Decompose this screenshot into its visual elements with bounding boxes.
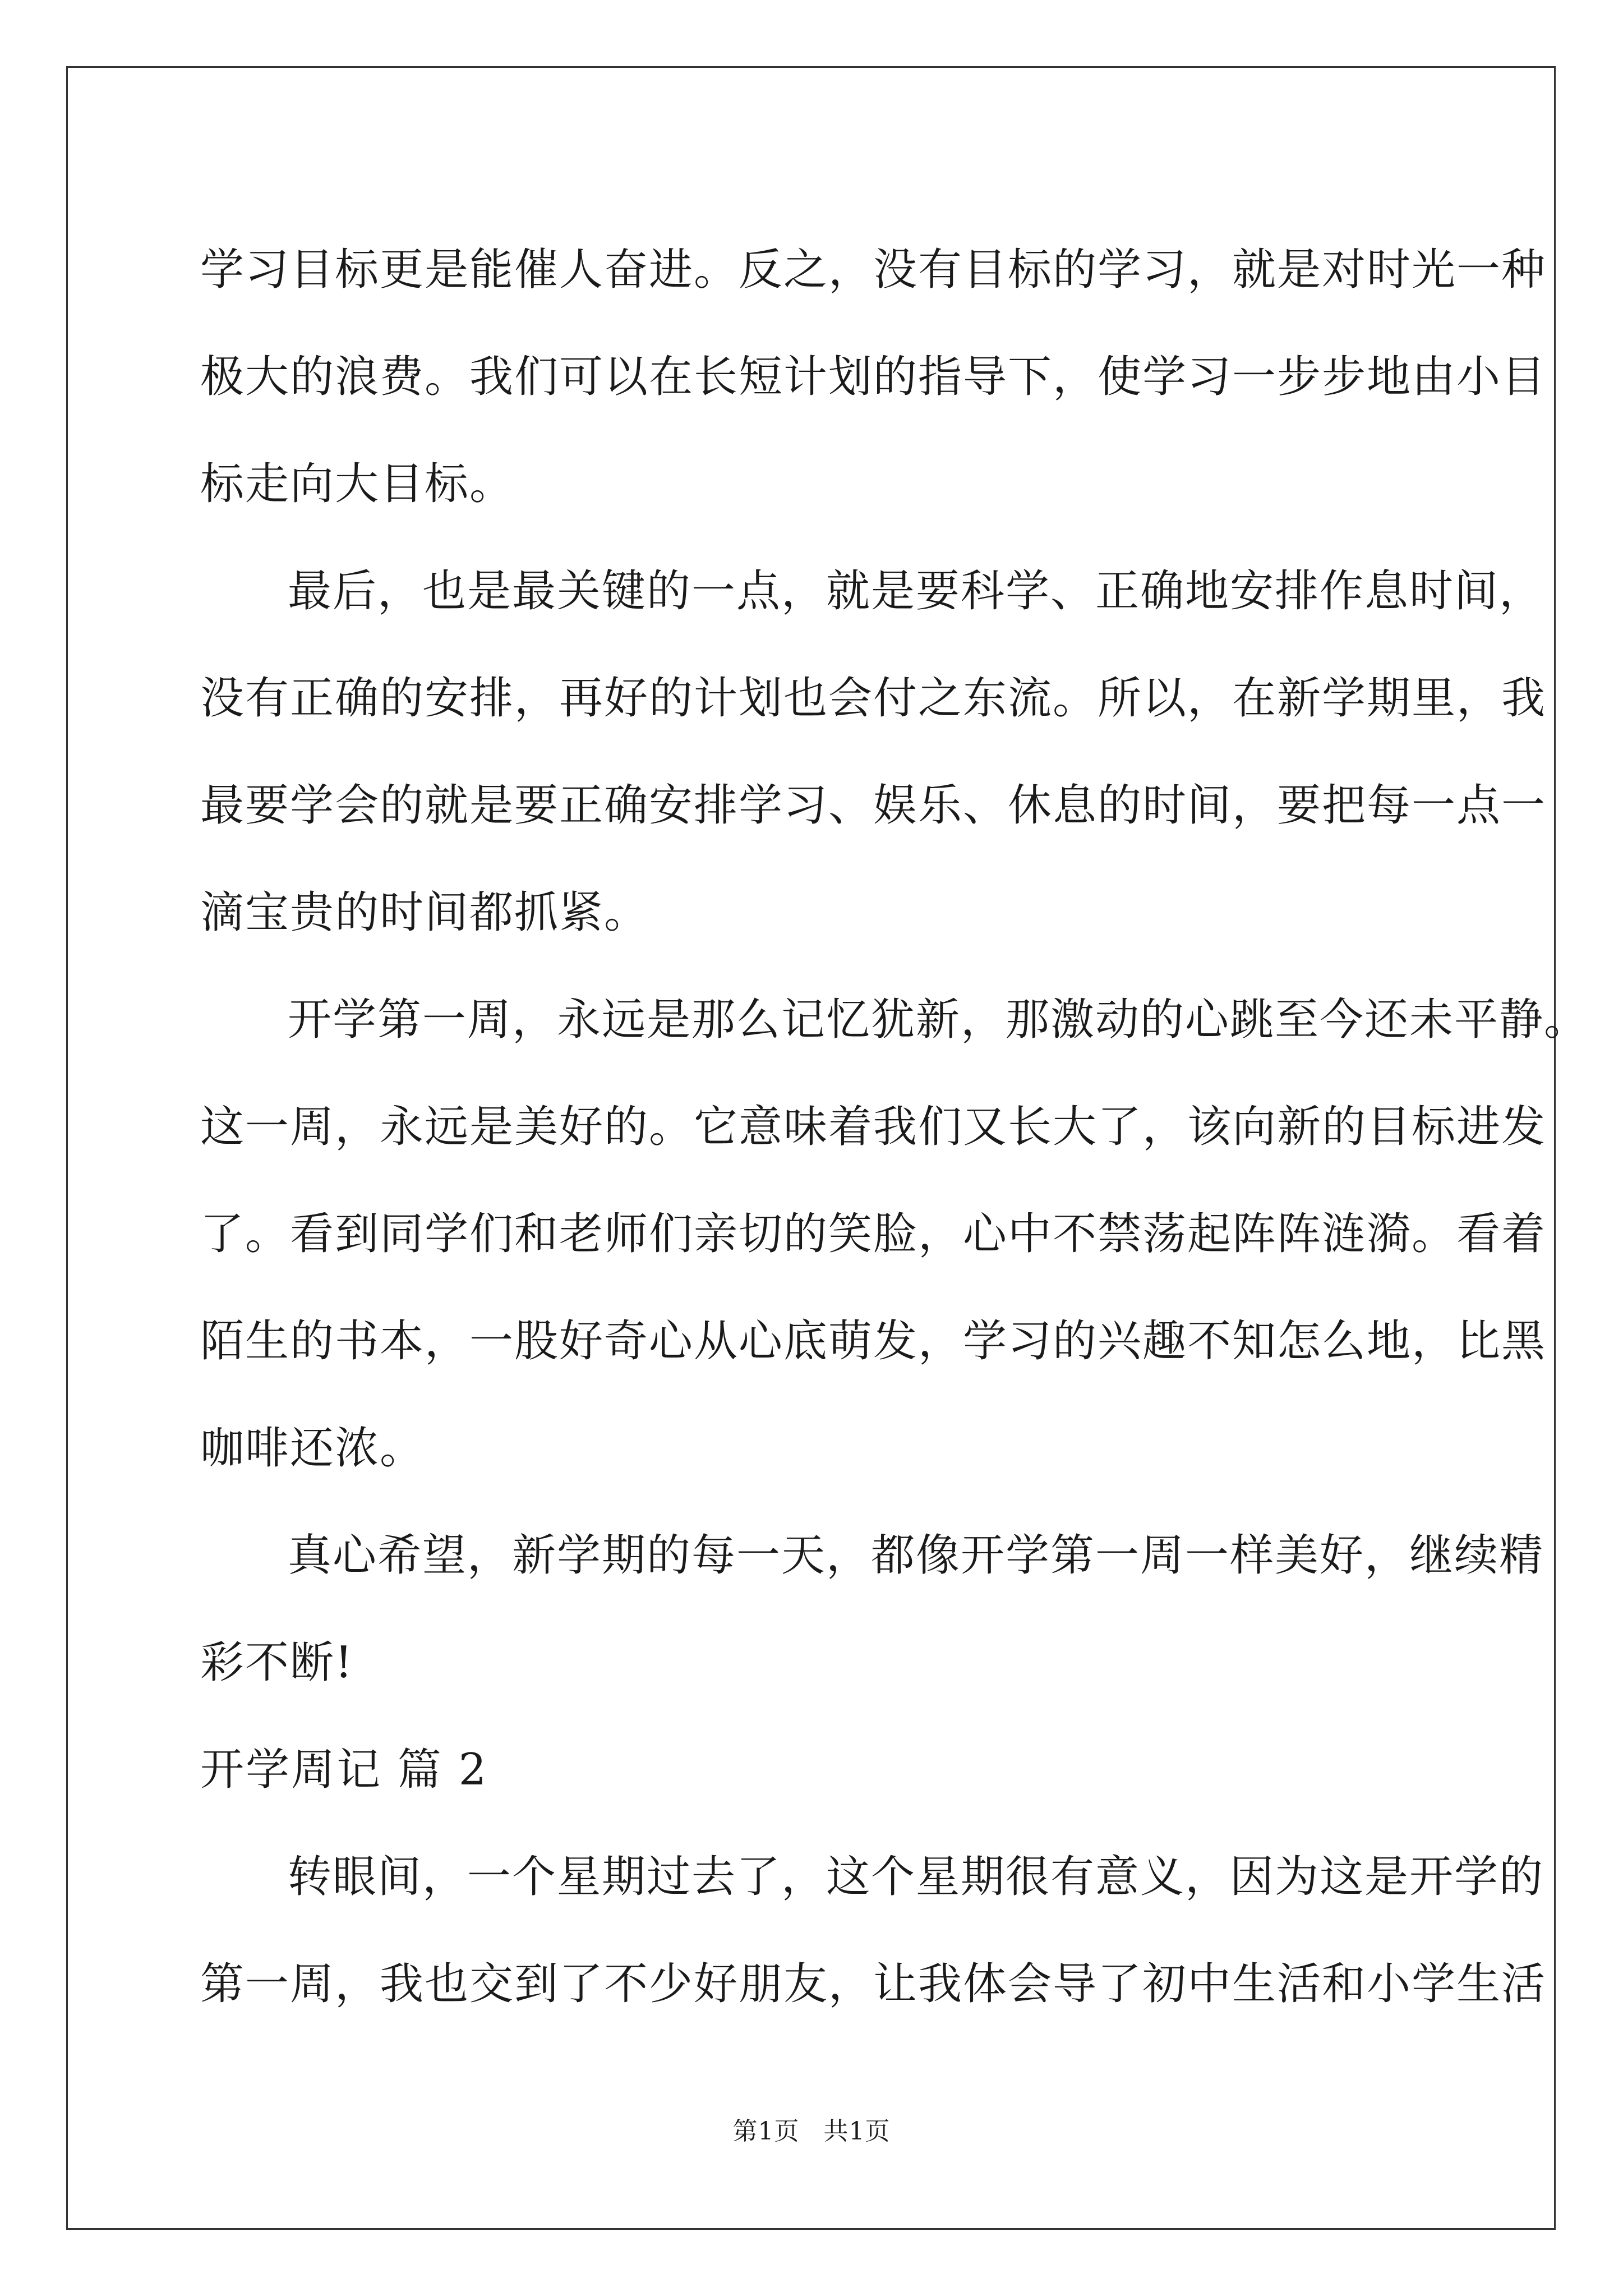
text-line: 第一周，我也交到了不少好朋友，让我体会导了初中生活和小学生活 xyxy=(200,1959,1547,2009)
text-line: 开学第一周，永远是那么记忆犹新，那激动的心跳至今还未平静。 xyxy=(288,995,1589,1045)
text-line: 转眼间，一个星期过去了，这个星期很有意义，因为这是开学的 xyxy=(288,1852,1544,1902)
text-line: 咖啡还浓。 xyxy=(200,1423,425,1474)
text-line: 彩不断! xyxy=(200,1637,354,1688)
text-line: 最要学会的就是要正确安排学习、娱乐、休息的时间，要把每一点一 xyxy=(200,780,1547,831)
text-line: 没有正确的安排，再好的计划也会付之东流。所以，在新学期里，我 xyxy=(200,673,1547,724)
page-number: 第1页 xyxy=(732,2117,800,2146)
text-line: 最后，也是最关键的一点，就是要科学、正确地安排作息时间， xyxy=(288,566,1544,616)
page-total: 共1页 xyxy=(823,2117,891,2146)
text-line: 标走向大目标。 xyxy=(200,459,515,509)
text-line: 学习目标更是能催人奋进。反之，没有目标的学习，就是对时光一种 xyxy=(200,245,1547,295)
text-line: 了。看到同学们和老师们亲切的笑脸，心中不禁荡起阵阵涟漪。看着 xyxy=(200,1209,1547,1259)
text-line: 极大的浪费。我们可以在长短计划的指导下，使学习一步步地由小目 xyxy=(200,352,1547,402)
text-line: 这一周，永远是美好的。它意味着我们又长大了，该向新的目标进发 xyxy=(200,1102,1547,1152)
text-line: 滴宝贵的时间都抓紧。 xyxy=(200,887,649,938)
section-heading: 开学周记 篇 2 xyxy=(200,1745,488,1795)
text-line: 陌生的书本，一股好奇心从心底萌发，学习的兴趣不知怎么地，比黑 xyxy=(200,1316,1547,1366)
document-body xyxy=(200,217,1589,2038)
page-footer xyxy=(0,2111,1623,2147)
text-line: 真心希望，新学期的每一天，都像开学第一周一样美好，继续精 xyxy=(288,1530,1544,1581)
